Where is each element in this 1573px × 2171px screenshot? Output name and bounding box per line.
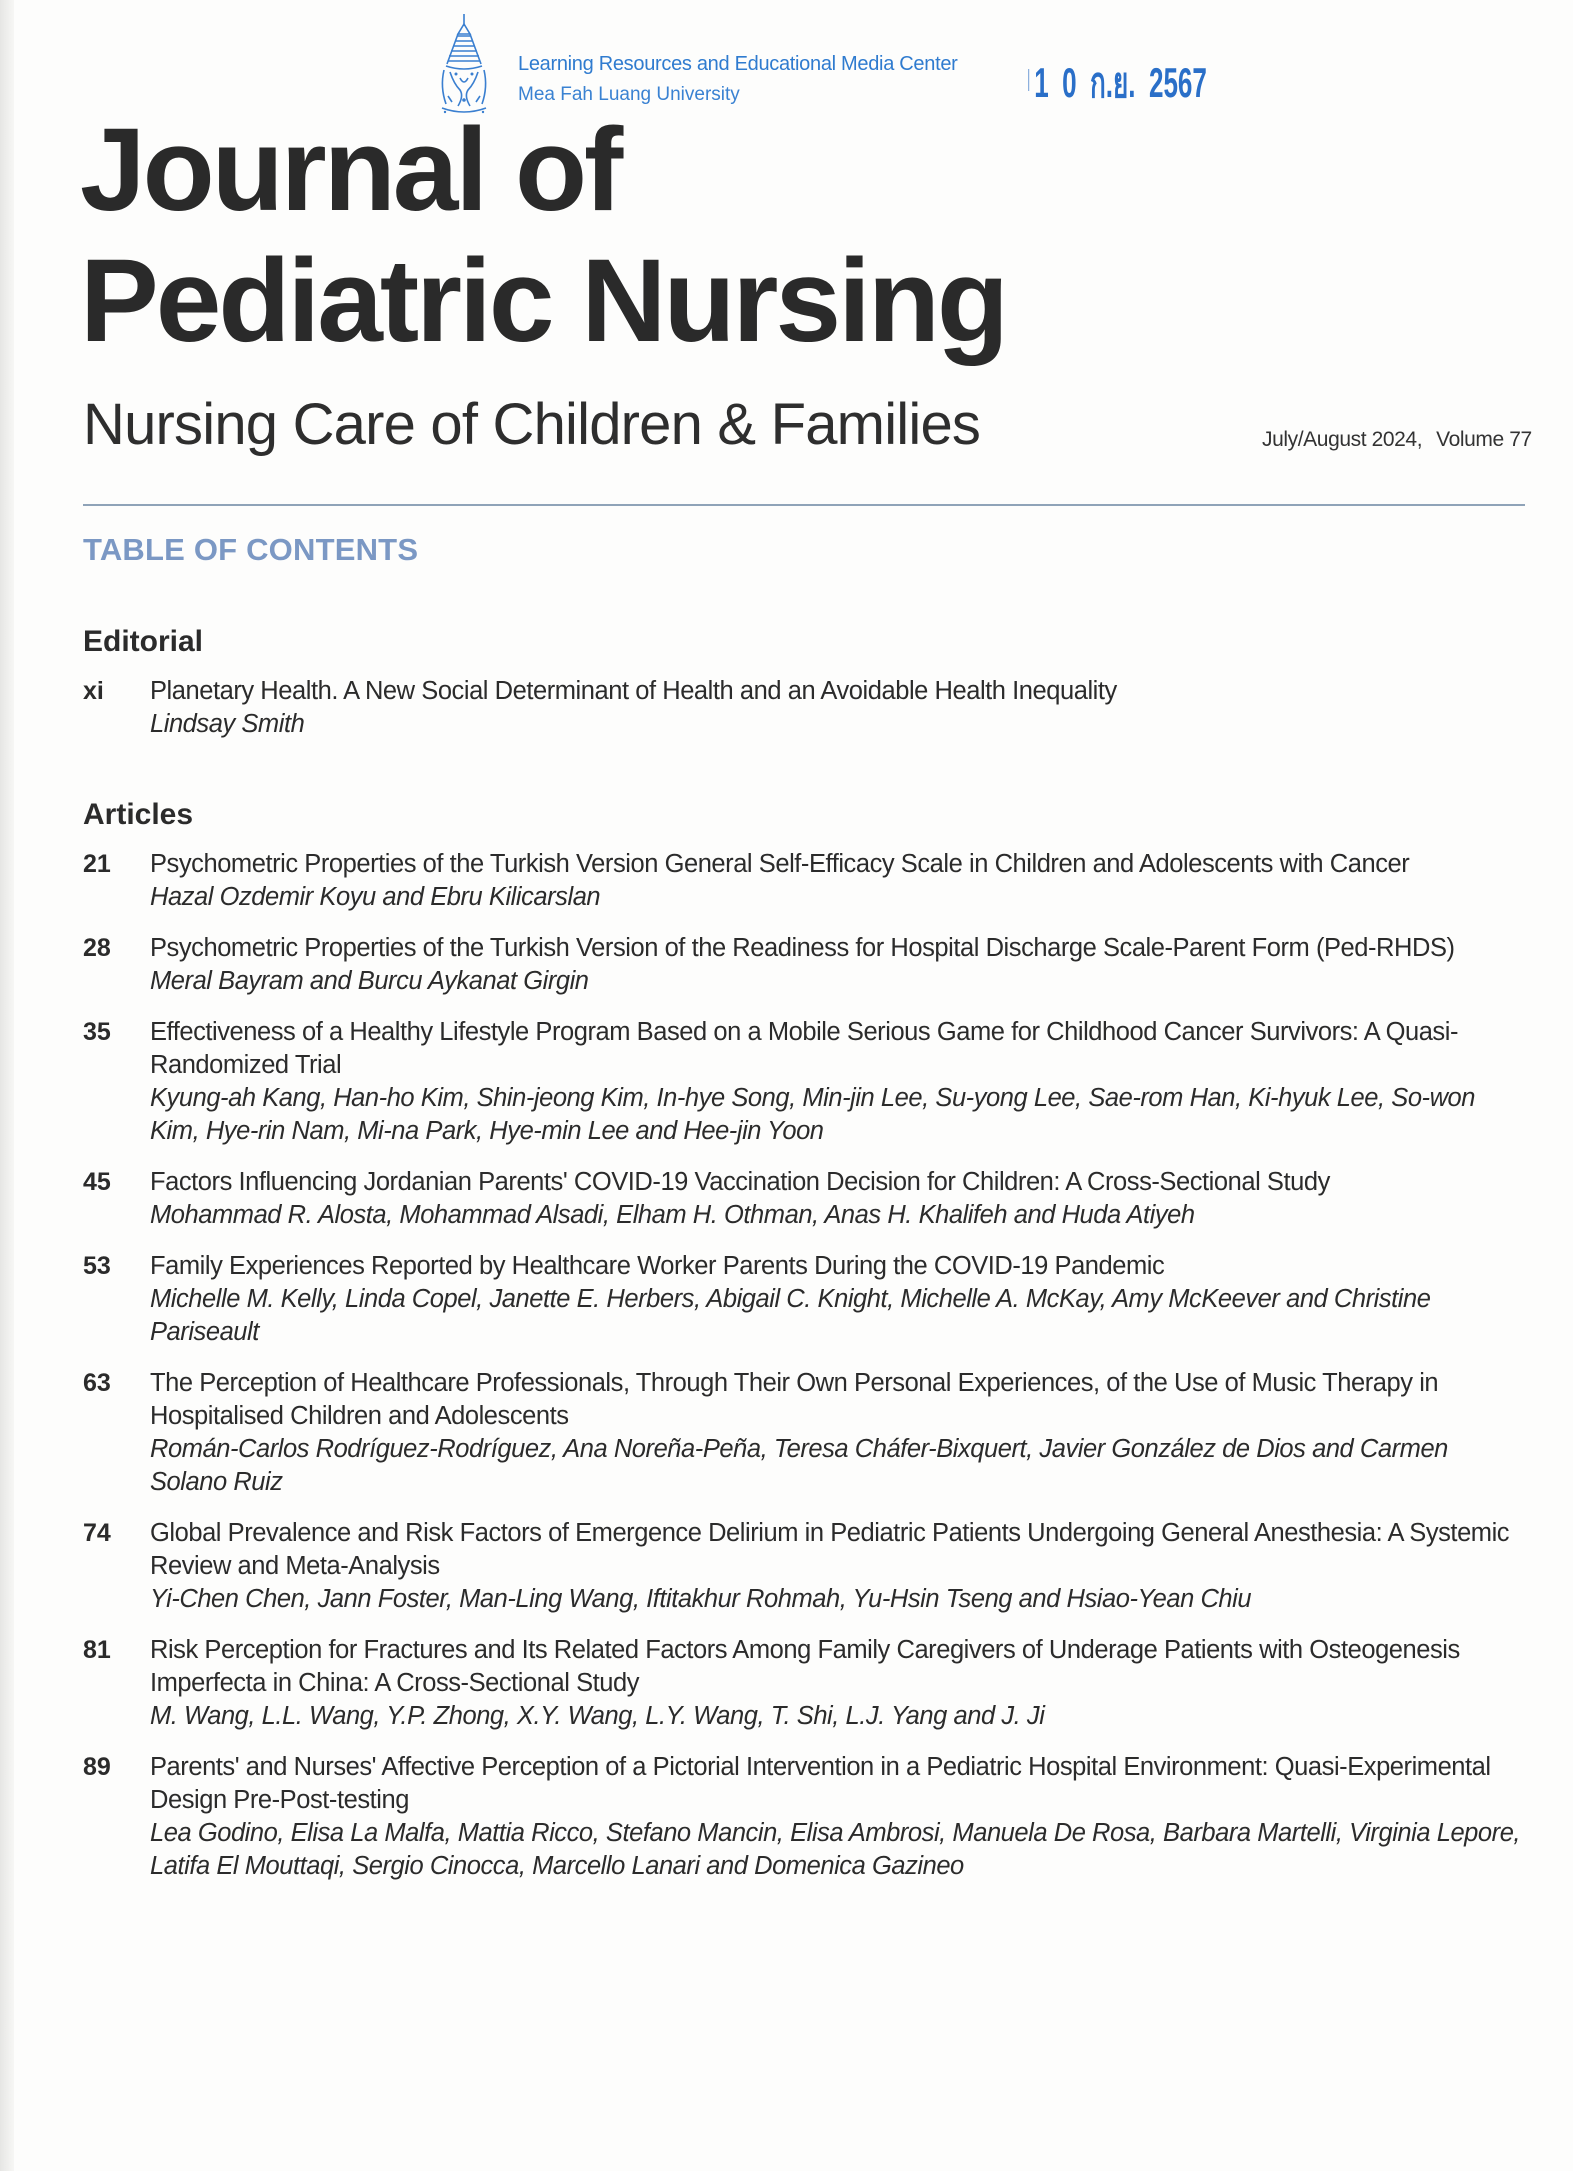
page-edge-shadow — [0, 0, 14, 2171]
article-title[interactable]: Effectiveness of a Healthy Lifestyle Program Based on a Mobile Serious Game for Childhood Cancer Survivors: A Quasi-Randomized Trial — [150, 1018, 1458, 1079]
toc-entry[interactable] — [83, 1016, 1528, 1148]
toc-entry[interactable] — [83, 1517, 1528, 1616]
page-number: 53 — [83, 1252, 111, 1280]
article-authors: M. Wang, L.L. Wang, Y.P. Zhong, X.Y. Wang, L.Y. Wang, T. Shi, L.J. Yang and J. Ji — [150, 1702, 1045, 1730]
toc-entry[interactable] — [83, 1250, 1528, 1349]
article-title[interactable]: Factors Influencing Jordanian Parents' COVID-19 Vaccination Decision for Children: A Cross-Sectional Study — [150, 1168, 1330, 1196]
page-number: 81 — [83, 1636, 111, 1664]
issue-info — [1262, 428, 1532, 452]
article-authors: Hazal Ozdemir Koyu and Ebru Kilicarslan — [150, 883, 601, 911]
journal-title-line1: Journal of — [80, 104, 621, 236]
issue-date: July/August 2024, — [1262, 428, 1423, 451]
stamp-university: Mea Fah Luang University — [518, 84, 740, 105]
article-title[interactable]: Psychometric Properties of the Turkish Version General Self-Efficacy Scale in Children and Adolescents with Cancer — [150, 850, 1410, 878]
header-divider — [83, 504, 1525, 506]
page-number: 89 — [83, 1753, 111, 1781]
toc-heading: TABLE OF CONTENTS — [83, 532, 419, 567]
toc-entry[interactable] — [83, 1634, 1528, 1733]
page-number: 28 — [83, 934, 111, 962]
page-number: 21 — [83, 850, 111, 878]
page-number: 74 — [83, 1519, 111, 1547]
article-authors: Lea Godino, Elisa La Malfa, Mattia Ricco, Stefano Mancin, Elisa Ambrosi, Manuela De Rosa, Barbara Martelli, Virginia Lepore, Latifa El Mouttaqi, Sergio Cinocca, Marcello Lanari and Domenica Gazineo — [150, 1819, 1521, 1880]
page-number: 35 — [83, 1018, 111, 1046]
toc-entry[interactable] — [83, 932, 1528, 998]
toc-entry[interactable] — [83, 1166, 1528, 1232]
article-title[interactable]: Risk Perception for Fractures and Its Related Factors Among Family Caregivers of Underage Patients with Osteogenesis Imperfecta in China: A Cross-Sectional Study — [150, 1636, 1460, 1697]
stamp-date — [1028, 50, 1207, 116]
article-authors: Michelle M. Kelly, Linda Copel, Janette E. Herbers, Abigail C. Knight, Michelle A. McKay, Amy McKeever and Christine Pariseault — [150, 1285, 1431, 1346]
article-authors: Lindsay Smith — [150, 710, 305, 738]
toc-entry[interactable] — [83, 1367, 1528, 1499]
article-authors: Román-Carlos Rodríguez-Rodríguez, Ana Noreña-Peña, Teresa Cháfer-Bixquert, Javier González de Dios and Carmen Solano Ruiz — [150, 1435, 1448, 1496]
toc-entry[interactable] — [83, 848, 1528, 914]
journal-title-line2: Pediatric Nursing — [80, 235, 1007, 367]
page-number: xi — [83, 677, 104, 705]
page-number: 45 — [83, 1168, 111, 1196]
article-authors: Kyung-ah Kang, Han-ho Kim, Shin-jeong Kim, In-hye Song, Min-jin Lee, Su-yong Lee, Sae-rom Han, Ki-hyuk Lee, So-won Kim, Hye-rin Nam, Mi-na Park, Hye-min Lee and Hee-jin Yoon — [150, 1084, 1476, 1145]
stamp-institution: Learning Resources and Educational Media Center — [518, 53, 958, 75]
table-of-contents — [83, 624, 1528, 1883]
journal-subtitle: Nursing Care of Children & Families — [83, 392, 981, 457]
article-title[interactable]: Global Prevalence and Risk Factors of Emergence Delirium in Pediatric Patients Undergoing General Anesthesia: A Systemic Review and Meta-Analysis — [150, 1519, 1510, 1580]
article-title[interactable]: Planetary Health. A New Social Determinant of Health and an Avoidable Health Inequality — [150, 677, 1117, 705]
article-title[interactable]: The Perception of Healthcare Professionals, Through Their Own Personal Experiences, of the Use of Music Therapy in Hospitalised Children and Adolescents — [150, 1369, 1439, 1430]
toc-entry[interactable] — [83, 675, 1528, 741]
section-heading-editorial: Editorial — [83, 625, 204, 658]
stamp-date-text: 1 0 ก.ย. 2567 — [1034, 59, 1207, 106]
issue-volume: Volume 77 — [1436, 428, 1532, 451]
stamp-tick-mark — [1028, 69, 1029, 91]
toc-entry[interactable] — [83, 1751, 1528, 1883]
section-heading-articles: Articles — [83, 798, 194, 831]
page-number: 63 — [83, 1369, 111, 1397]
article-authors: Meral Bayram and Burcu Aykanat Girgin — [150, 967, 589, 995]
article-authors: Yi-Chen Chen, Jann Foster, Man-Ling Wang, Iftitakhur Rohmah, Yu-Hsin Tseng and Hsiao-Yean Chiu — [150, 1585, 1252, 1613]
article-title[interactable]: Parents' and Nurses' Affective Perception of a Pictorial Intervention in a Pediatric Hospital Environment: Quasi-Experimental Design Pre-Post-testing — [150, 1753, 1491, 1814]
article-title[interactable]: Family Experiences Reported by Healthcare Worker Parents During the COVID-19 Pandemic — [150, 1252, 1165, 1280]
article-title[interactable]: Psychometric Properties of the Turkish Version of the Readiness for Hospital Discharge Scale-Parent Form (Ped-RHDS) — [150, 934, 1455, 962]
article-authors: Mohammad R. Alosta, Mohammad Alsadi, Elham H. Othman, Anas H. Khalifeh and Huda Atiyeh — [150, 1201, 1195, 1229]
